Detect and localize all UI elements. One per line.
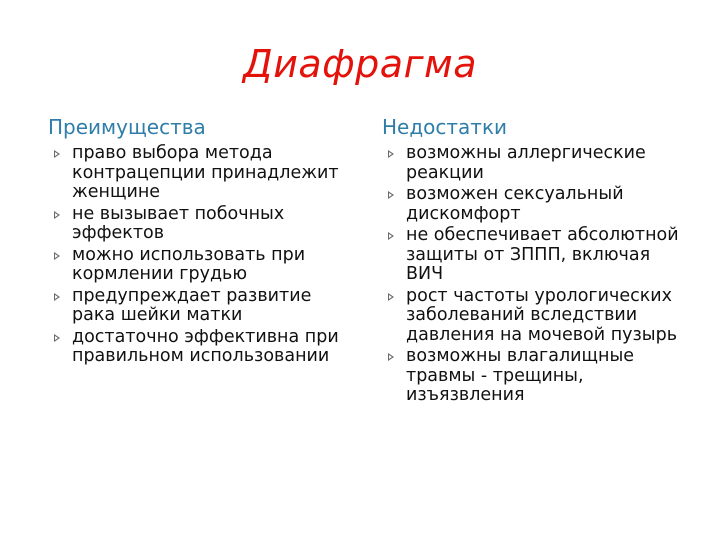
slide-title-text: Диафрагма — [243, 42, 477, 86]
arrow-bullet-icon — [54, 334, 60, 342]
list-item — [382, 226, 682, 285]
advantages-list — [48, 144, 348, 367]
list-item — [48, 144, 348, 203]
advantages-heading: Преимущества — [48, 115, 206, 139]
list-item-text: не обеспечивает абсолютной защиты от ЗППП, включая ВИЧ — [406, 225, 679, 284]
list-item-text: не вызывает побочных эффектов — [72, 203, 285, 243]
list-item — [382, 144, 682, 183]
list-item — [382, 347, 682, 406]
list-item-text: возможны аллергические реакции — [406, 143, 646, 183]
arrow-bullet-icon — [388, 191, 394, 199]
arrow-bullet-icon — [54, 150, 60, 158]
list-item-text: предупреждает развитие рака шейки матки — [72, 285, 312, 325]
list-item — [48, 287, 348, 326]
list-item-text: возможны влагалищные травмы - трещины, изъязвления — [406, 346, 635, 405]
arrow-bullet-icon — [388, 353, 394, 361]
arrow-bullet-icon — [388, 150, 394, 158]
advantages-column — [48, 116, 348, 369]
arrow-bullet-icon — [54, 211, 60, 219]
list-item-text: достаточно эффективна при правильном использовании — [72, 326, 339, 366]
arrow-bullet-icon — [388, 232, 394, 240]
list-item-text: возможен сексуальный дискомфорт — [406, 184, 624, 224]
list-item — [48, 328, 348, 367]
arrow-bullet-icon — [388, 293, 394, 301]
list-item-text: право выбора метода контрацепции принадлежит женщине — [72, 143, 339, 202]
arrow-bullet-icon — [54, 252, 60, 260]
list-item-text: можно использовать при кормлении грудью — [72, 244, 306, 284]
list-item — [382, 185, 682, 224]
arrow-bullet-icon — [54, 293, 60, 301]
disadvantages-column — [382, 116, 682, 408]
list-item-text: рост частоты урологических заболеваний вследствии давления на мочевой пузырь — [406, 285, 678, 345]
disadvantages-heading: Недостатки — [382, 115, 508, 139]
list-item — [48, 246, 348, 285]
disadvantages-list — [382, 144, 682, 406]
list-item — [382, 287, 682, 346]
slide-title — [0, 42, 720, 86]
list-item — [48, 205, 348, 244]
